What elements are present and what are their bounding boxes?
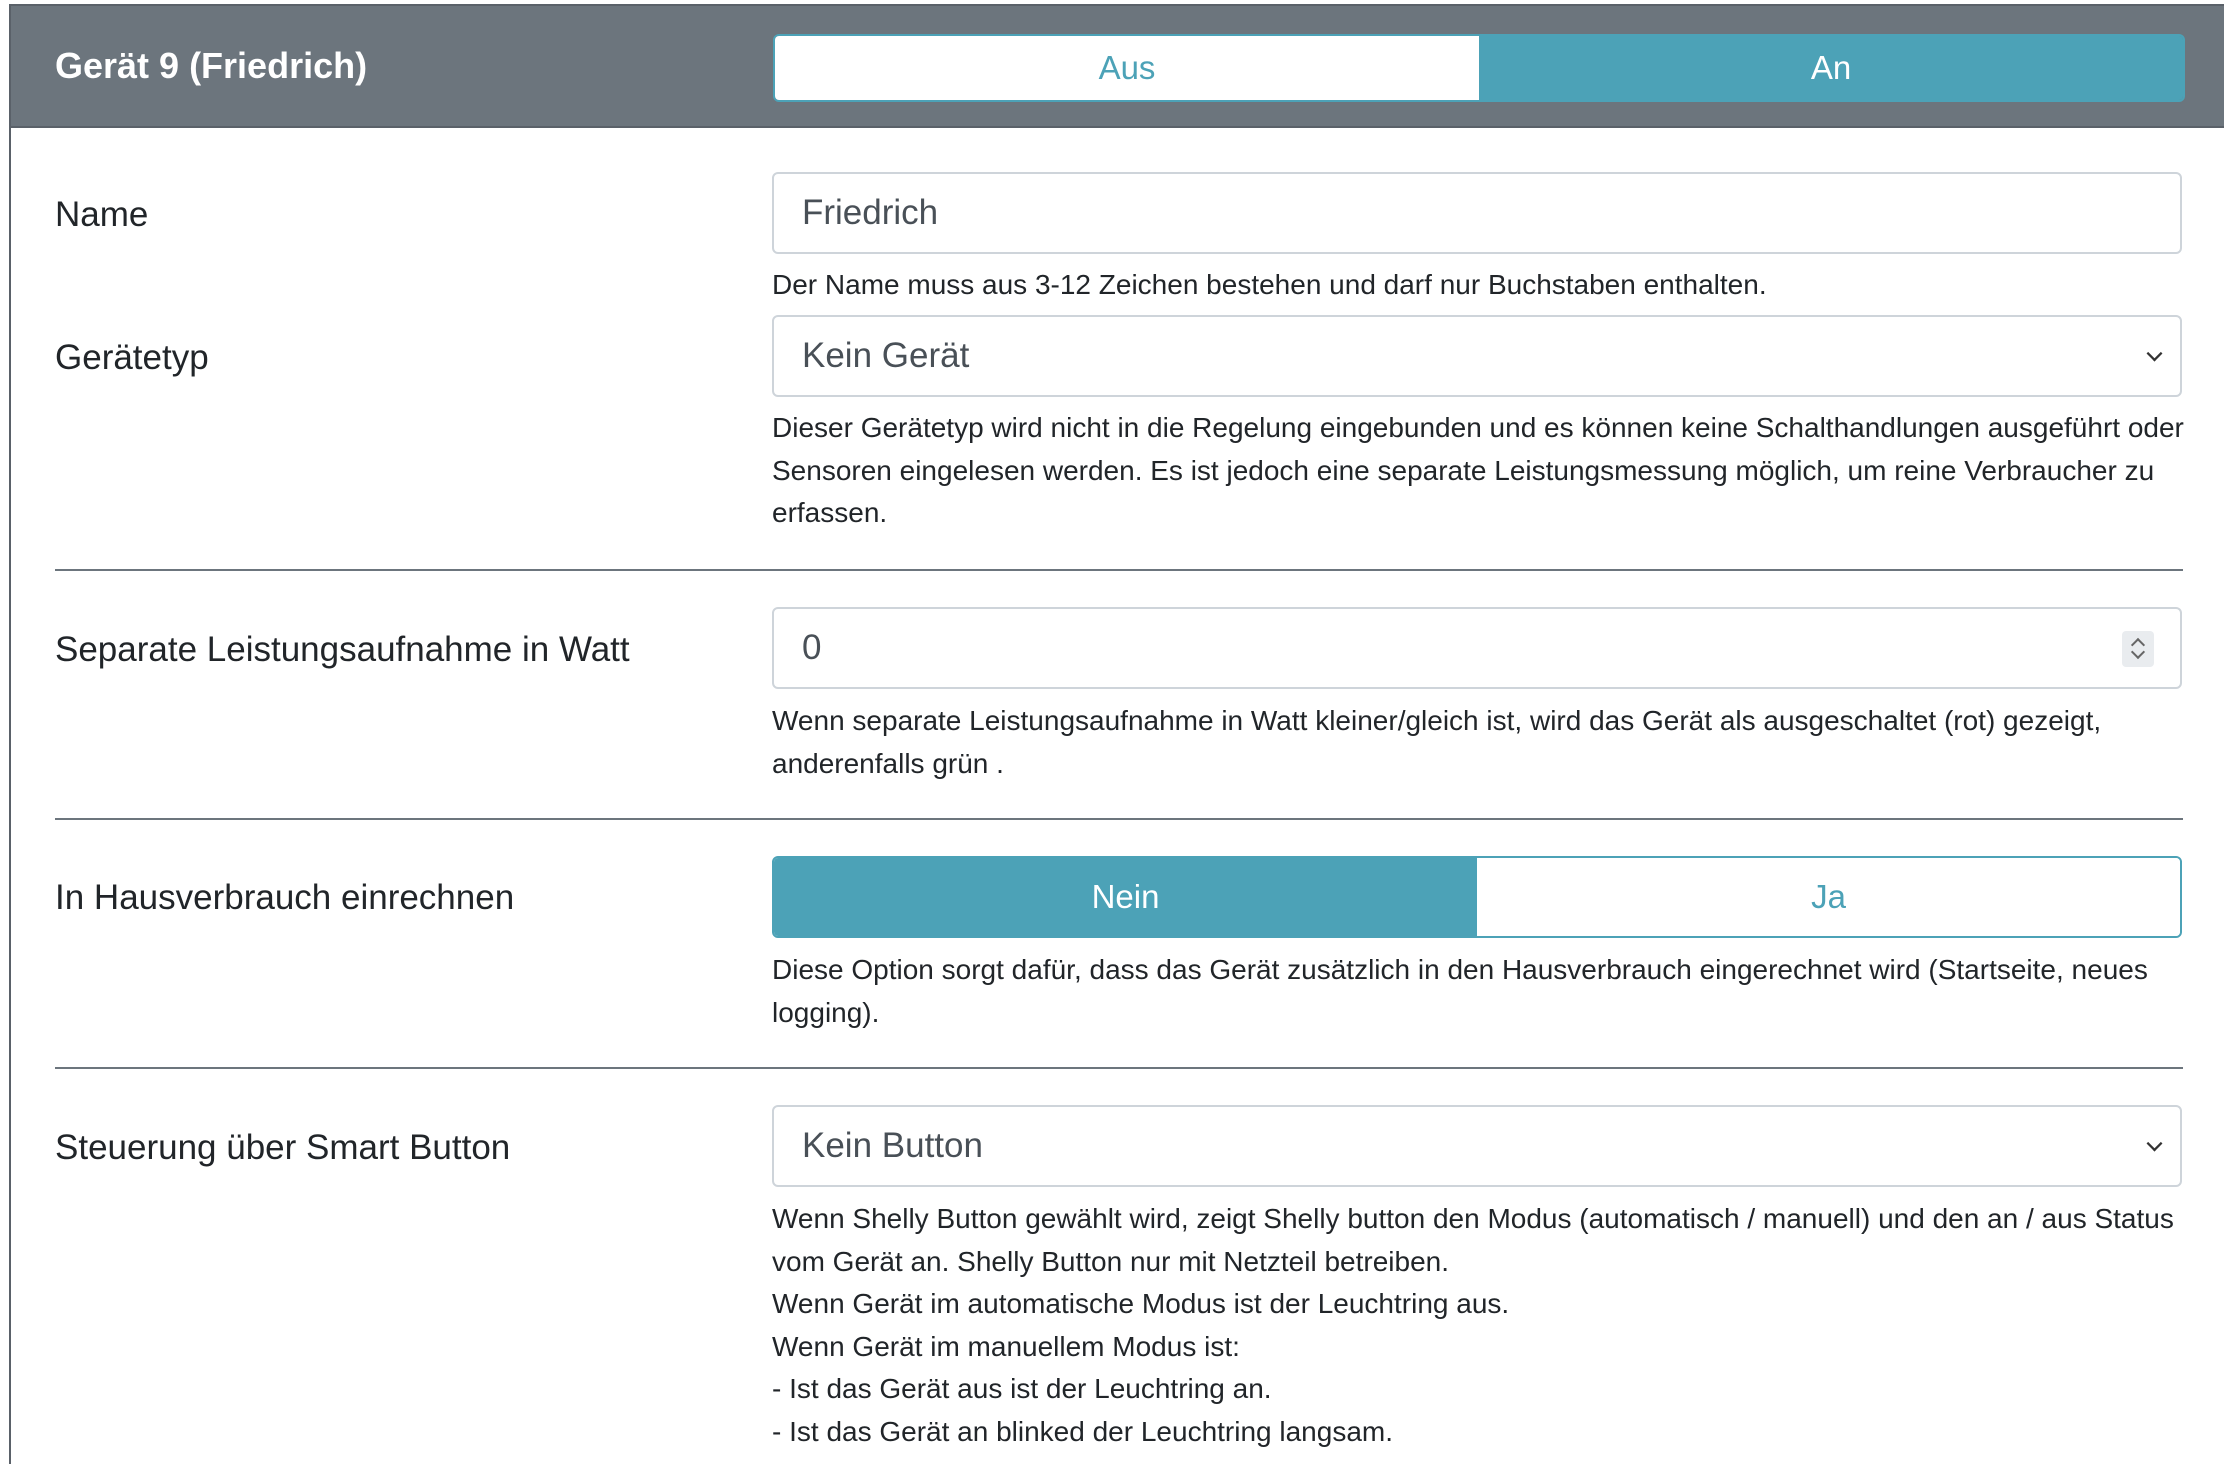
power-input-value: 0 bbox=[802, 628, 822, 667]
device-type-label: Gerätetyp bbox=[55, 338, 209, 377]
toggle-off-button[interactable]: Aus bbox=[775, 36, 1479, 100]
chevron-down-icon bbox=[2147, 1136, 2163, 1152]
house-consumption-yes-button[interactable]: Ja bbox=[1477, 858, 2180, 936]
power-input[interactable] bbox=[772, 607, 2182, 689]
smart-button-select[interactable] bbox=[772, 1105, 2182, 1187]
section-divider bbox=[55, 1067, 2183, 1069]
name-label: Name bbox=[55, 195, 149, 234]
device-type-help: Dieser Gerätetyp wird nicht in die Regelung eingebunden und es können keine Schalthandlungen ausgeführt oder Sensoren eingelesen werden. Es ist jedoch eine separate Leistungsmessung möglich, um reine Verbraucher zu erfassen. bbox=[772, 412, 2184, 528]
section-divider bbox=[55, 818, 2183, 820]
card-title: Gerät 9 (Friedrich) bbox=[55, 45, 368, 86]
house-consumption-no-button[interactable]: Nein bbox=[774, 858, 1477, 936]
smart-button-label: Steuerung über Smart Button bbox=[55, 1128, 511, 1167]
name-input[interactable] bbox=[772, 172, 2182, 254]
section-divider bbox=[55, 569, 2183, 571]
house-consumption-toggle bbox=[772, 856, 2182, 938]
device-enable-toggle bbox=[773, 34, 2185, 102]
house-consumption-label: In Hausverbrauch einrechnen bbox=[55, 878, 515, 917]
power-help: Wenn separate Leistungsaufnahme in Watt kleiner/gleich ist, wird das Gerät als ausgeschaltet (rot) gezeigt, anderenfalls grün . bbox=[772, 705, 2102, 779]
smart-button-help: Wenn Shelly Button gewählt wird, zeigt Shelly button den Modus (automatisch / manuell) und den an / aus Status vom Gerät an. Shelly Button nur mit Netzteil betreiben. Wenn Gerät im automatische Modus ist der Leuchtring aus. Wenn Gerät im manuellem Modus ist: - Ist das Gerät aus ist der Leuchtring an. - Ist das Gerät an blinked der Leuchtring langsam. bbox=[772, 1203, 2174, 1447]
number-spinner-icon[interactable] bbox=[2122, 631, 2154, 667]
device-type-value: Kein Gerät bbox=[802, 336, 970, 375]
chevron-down-icon bbox=[2147, 346, 2163, 362]
house-consumption-help: Diese Option sorgt dafür, dass das Gerät zusätzlich in den Hausverbrauch eingerechnet wird (Startseite, neues logging). bbox=[772, 954, 2148, 1028]
name-input-value: Friedrich bbox=[802, 193, 939, 232]
power-label: Separate Leistungsaufnahme in Watt bbox=[55, 630, 630, 669]
card-header bbox=[11, 6, 2224, 128]
smart-button-value: Kein Button bbox=[802, 1126, 983, 1165]
device-type-select[interactable] bbox=[772, 315, 2182, 397]
toggle-on-button[interactable]: An bbox=[1479, 36, 2183, 100]
name-help: Der Name muss aus 3-12 Zeichen bestehen und darf nur Buchstaben enthalten. bbox=[772, 269, 1767, 300]
